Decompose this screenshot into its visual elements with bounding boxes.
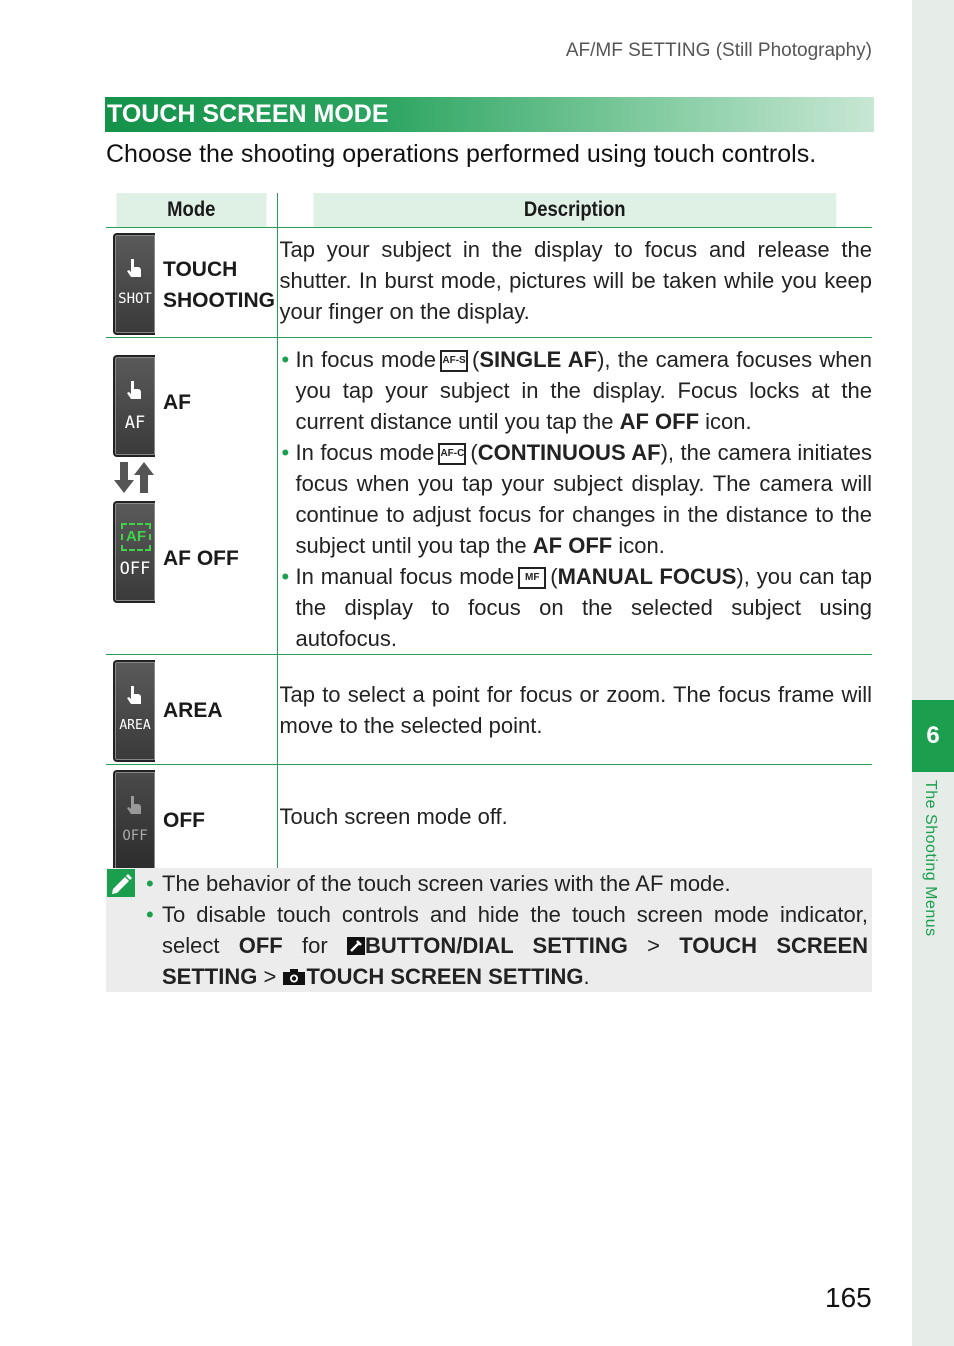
keyword: TOUCH SCREEN SETTING <box>162 933 869 989</box>
running-head: AF/MF SETTING (Still Photography) <box>565 40 872 61</box>
text: To disable touch controls and hide the touch screen mode indicator, select <box>162 902 868 958</box>
text: In focus mode <box>295 347 437 372</box>
note-icon <box>106 868 136 898</box>
keyword: AF OFF <box>619 409 700 434</box>
mode-name-area: AREA <box>163 699 223 722</box>
icon-label: AREA <box>119 718 151 733</box>
text: In manual focus mode <box>295 564 515 589</box>
table-row-off <box>106 765 872 875</box>
text: In focus mode <box>295 440 435 465</box>
icon-label: SHOT <box>118 291 152 307</box>
af-c-icon: AF-C <box>438 443 466 465</box>
note-list <box>162 868 868 992</box>
keyword: BUTTON/DIAL SETTING <box>364 933 628 958</box>
switch-arrows-icon <box>110 462 160 494</box>
keyword: TOUCH SCREEN SETTING <box>306 964 584 989</box>
hand-icon <box>125 794 143 816</box>
text: . <box>583 964 590 989</box>
desc-text: Tap your subject in the display to focus and release the shutter. In burst mode, pictures will be taken while you keep your finger on the display. <box>279 237 872 324</box>
modes-table <box>106 193 872 875</box>
desc-off <box>277 765 872 875</box>
hand-icon <box>125 379 143 401</box>
text: ), the camera focuses when you tap your subject in the display. Focus locks at the current distance until you tap the <box>295 347 872 434</box>
list-item <box>162 868 868 899</box>
keyword: SINGLE AF <box>479 347 598 372</box>
mode-cell-off <box>106 765 277 875</box>
table-row-af <box>106 338 872 655</box>
mode-name-touch-shooting <box>163 254 275 316</box>
text: ), you can tap the display to focus on the selected subject using autofocus. <box>295 564 872 651</box>
section-heading <box>105 97 874 132</box>
af-off-icon <box>113 501 155 603</box>
separator: > <box>263 964 277 989</box>
af-s-icon: AF-S <box>440 350 468 372</box>
touch-shot-icon <box>113 233 155 335</box>
camera-icon <box>282 968 306 986</box>
text: ), the camera initiates focus when you tap your subject display. The camera will continue to adjust focus for changes in the distance to the subject until you tap the <box>295 440 872 558</box>
header-mode: Mode <box>116 193 266 228</box>
mode-cell-touch-shooting <box>106 228 277 338</box>
icon-label: OFF <box>122 828 148 844</box>
note-box <box>106 868 872 992</box>
section-title: TOUCH SCREEN MODE <box>107 100 389 128</box>
table-header-row <box>106 193 872 228</box>
chapter-number: 6 <box>912 700 954 772</box>
keyword: OFF <box>238 933 283 958</box>
header-description: Description <box>313 193 837 228</box>
desc-text: Touch screen mode off. <box>279 804 508 829</box>
text: The behavior of the touch screen varies with the AF mode. <box>162 871 731 896</box>
mf-icon: MF <box>518 567 546 589</box>
page-number: 165 <box>825 1282 872 1313</box>
desc-text: Tap to select a point for focus or zoom. The focus frame will move to the selected point. <box>279 682 872 738</box>
keyword: AF OFF <box>532 533 613 558</box>
separator: > <box>647 933 660 958</box>
mode-name-af-off: AF OFF <box>163 547 239 570</box>
wrench-icon <box>347 937 365 955</box>
af-bullet-list <box>280 344 873 654</box>
af-frame-icon: AF <box>121 523 151 551</box>
mode-cell-area <box>106 655 277 765</box>
list-item: • In focus mode AF-S (SINGLE AF), the camera focuses when you tap your subject in the display. Focus locks at the current distance until you tap the AF OFF icon. <box>296 344 873 437</box>
mode-name-af: AF <box>163 391 191 414</box>
mode-name-off: OFF <box>163 809 205 832</box>
intro-text: Choose the shooting operations performed using touch controls. <box>106 140 817 168</box>
desc-area <box>277 655 872 765</box>
icon-label: OFF <box>119 559 151 579</box>
touch-area-icon <box>113 660 155 762</box>
side-tab <box>912 0 954 1346</box>
list-item <box>162 899 868 992</box>
text: for <box>302 933 328 958</box>
keyword: CONTINUOUS AF <box>477 440 661 465</box>
table-row-touch-shooting <box>106 228 872 338</box>
icon-label: AF <box>124 413 146 433</box>
touch-af-icon <box>113 355 155 457</box>
keyword: MANUAL FOCUS <box>557 564 737 589</box>
desc-touch-shooting <box>277 228 872 338</box>
hand-icon <box>125 257 143 279</box>
list-item: • In manual focus mode MF (MANUAL FOCUS), you can tap the display to focus on the selected subject using autofocus. <box>296 561 873 654</box>
mode-cell-af <box>106 338 277 655</box>
mode-name-line2: SHOOTING <box>163 289 276 312</box>
desc-af <box>277 338 872 655</box>
text: icon. <box>618 533 665 558</box>
mode-name-line1: TOUCH <box>163 258 238 281</box>
chapter-label: The Shooting Menus <box>922 780 939 937</box>
touch-off-icon <box>113 770 155 872</box>
text: icon. <box>705 409 752 434</box>
table-row-area <box>106 655 872 765</box>
hand-icon <box>125 684 143 706</box>
list-item: • In focus mode AF-C (CONTINUOUS AF), the camera initiates focus when you tap your subject display. The camera will continue to adjust focus for changes in the distance to the subject until you tap the AF OFF icon. <box>296 437 873 561</box>
